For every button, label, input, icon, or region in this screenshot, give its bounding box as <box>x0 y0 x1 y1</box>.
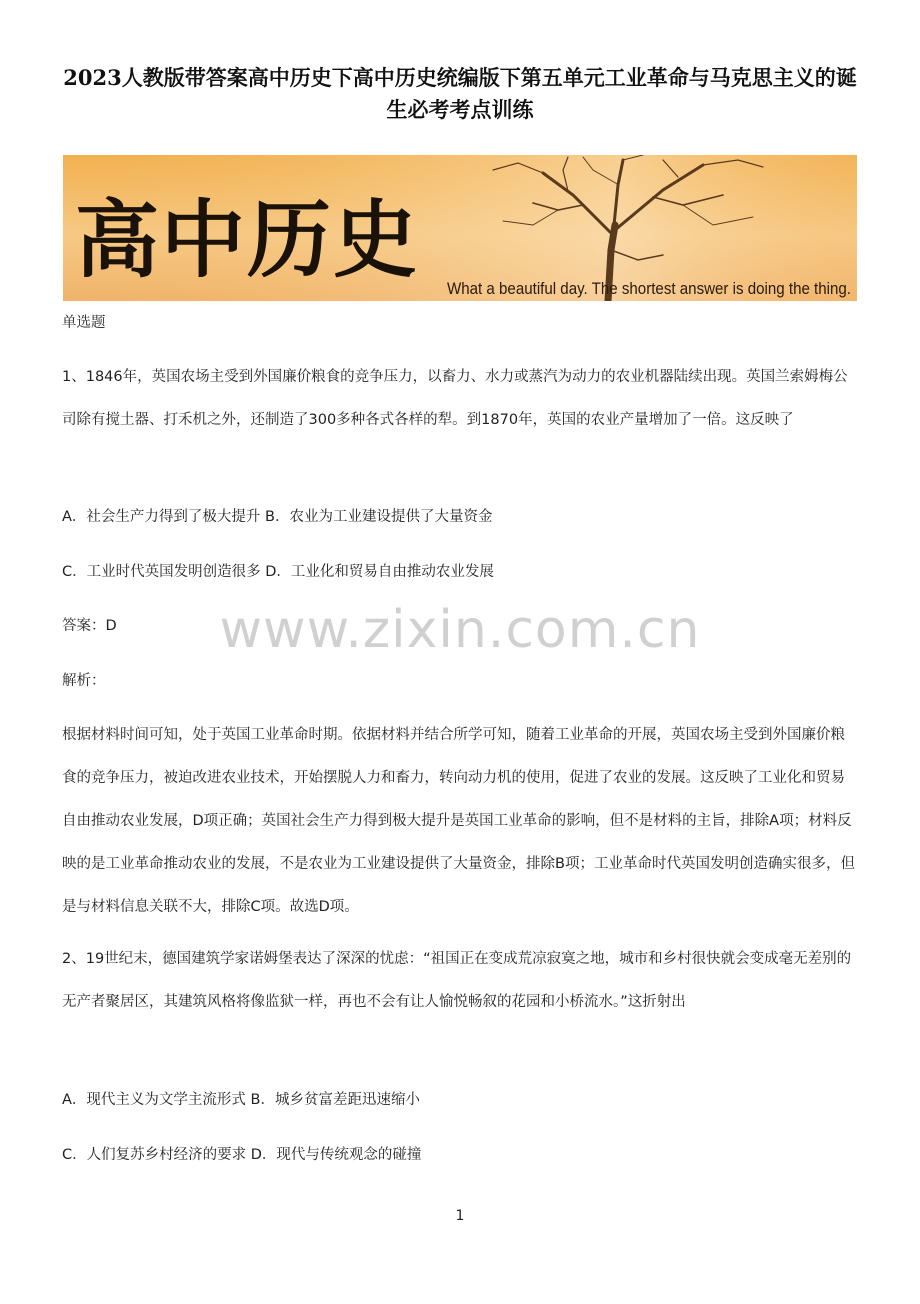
question-2-stem: 2、19世纪末，德国建筑学家诺姆堡表达了深深的忧虑：“祖国正在变成荒凉寂寞之地，城市和乡村很快就会变成毫无差别的无产者聚居区，其建筑风格将像监狱一样，再也不会有让人愉悦畅叙的花园和小桥流水。”这折射出 <box>62 951 852 1010</box>
banner-slogan: What a beautiful day. The shortest answer is doing the thing. <box>447 279 851 298</box>
question-1-analysis-label: 解析： <box>62 673 106 689</box>
question-1-options-cd: C．工业时代英国发明创造很多 D．工业化和贸易自由推动农业发展 <box>62 564 494 580</box>
page-number: 1 <box>455 1208 465 1224</box>
banner-image <box>63 155 857 301</box>
question-1-answer: 答案：D <box>62 618 117 634</box>
question-2-options-ab: A．现代主义为文学主流形式 B．城乡贫富差距迅速缩小 <box>62 1092 420 1108</box>
banner-calligraphy: 高中历史 <box>75 190 420 289</box>
watermark: www.zixin.com.cn <box>219 600 701 660</box>
question-2-options-cd: C．人们复苏乡村经济的要求 D．现代与传统观念的碰撞 <box>62 1147 422 1163</box>
section-label: 单选题 <box>62 315 106 331</box>
question-1-analysis: 根据材料时间可知，处于英国工业革命时期。依据材料并结合所学可知，随着工业革命的开展，英国农场主受到外国廉价粮食的竞争压力，被迫改进农业技术，开始摆脱人力和畜力，转向动力机的使用，促进了农业的发展。这反映了工业化和贸易自由推动农业发展，D项正确；英国社会生产力得到极大提升是英国工业革命的影响，但不是材料的主旨，排除A项；材料反映的是工业革命推动农业的发展，不是农业为工业建设提供了大量资金，排除B项；工业革命时代英国发明创造确实很多，但是与材料信息关联不大，排除C项。故选D项。 <box>62 727 855 915</box>
question-1-options-ab: A．社会生产力得到了极大提升 B．农业为工业建设提供了大量资金 <box>62 509 493 525</box>
document-title: 2023人教版带答案高中历史下高中历史统编版下第五单元工业革命与马克思主义的诞生必考考点训练 <box>63 65 857 122</box>
question-1-stem: 1、1846年，英国农场主受到外国廉价粮食的竞争压力，以畜力、水力或蒸汽为动力的农业机器陆续出现。英国兰索姆梅公司除有搅土器、打禾机之外，还制造了300多种各式各样的犁。到1870年，英国的农业产量增加了一倍。这反映了 <box>62 369 848 428</box>
